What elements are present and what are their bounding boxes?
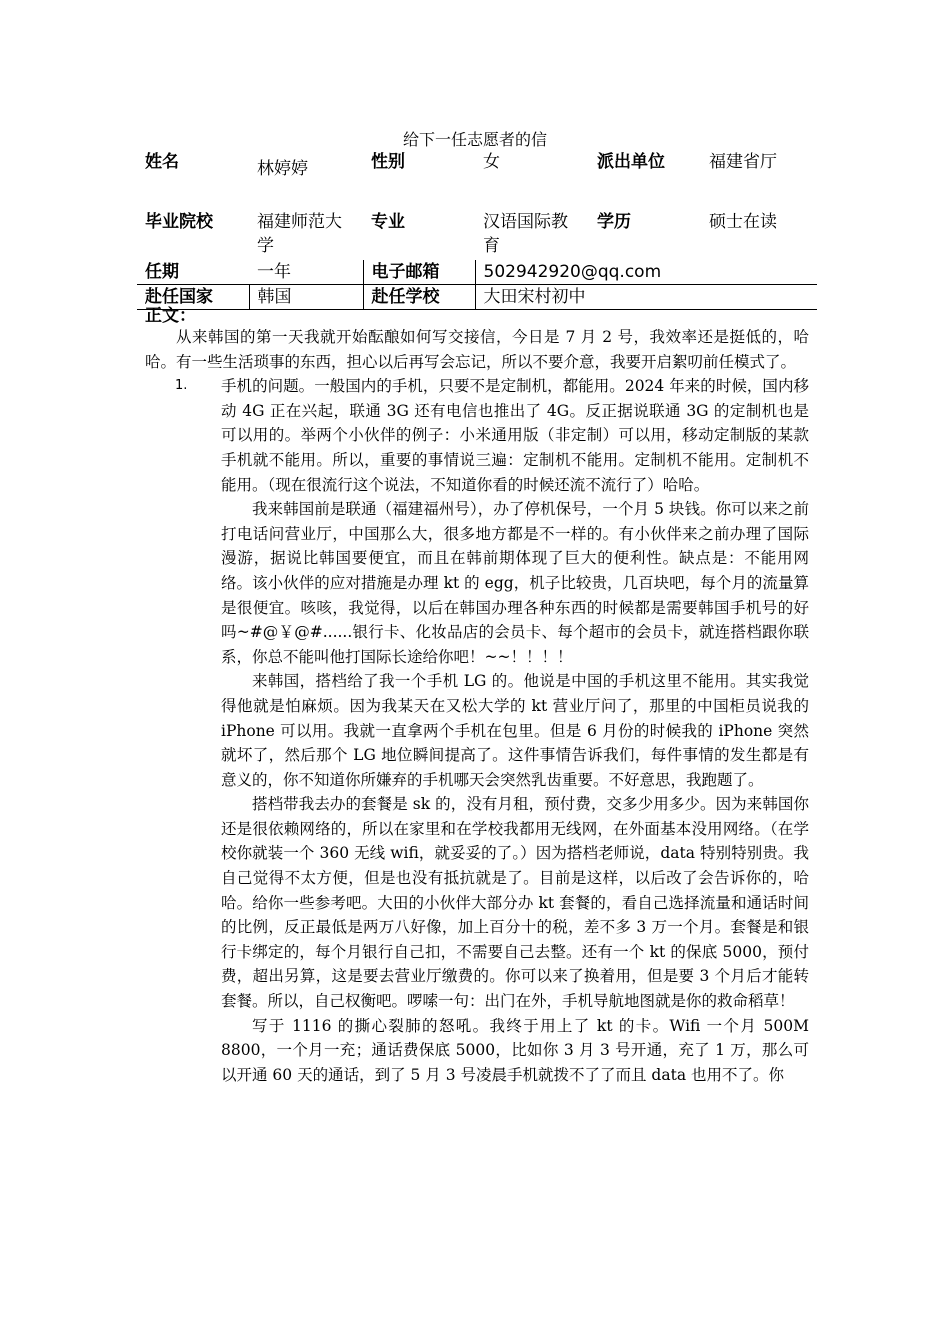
- name-value: 林婷婷: [257, 159, 308, 179]
- letter-body: [145, 325, 809, 1087]
- info-row: [137, 207, 817, 260]
- gender-label: 性别: [371, 152, 405, 172]
- body-paragraph: 我来韩国前是联通（福建福州号），办了停机保号，一个月 5 块钱。你可以来之前打电话问营业厅，中国那么大，很多地方都是不一样的。有小伙伴来之前办理了国际漫游，据说比韩国要便宜，而且在韩前期体现了巨大的便利性。缺点是：不能用网络。该小伙伴的应对措施是办理 kt 的 egg，机子比较贵，几百块吧，每个月的流量算是很便宜。咳咳，我觉得，以后在韩国办理各种东西的时候都是需要韩国手机号的好吗~#@￥@#......银行卡、化妆品店的会员卡、每个超市的会员卡，就连搭档跟你联系，你总不能叫他打国际长途给你吧！~~！！！！: [221, 500, 809, 666]
- school-value: 福建师范大学: [257, 212, 342, 256]
- letter-title: 给下一任志愿者的信: [402, 130, 547, 149]
- post-school-label: 赴任学校: [363, 285, 475, 310]
- post-school-value: 大田宋村初中: [475, 285, 817, 310]
- body-paragraph: 搭档带我去办的套餐是 sk 的，没有月租，预付费，交多少用多少。因为来韩国你还是很依赖网络的，所以在家里和在学校我都用无线网，在外面基本没用网络。（在学校你就装一个 360 无线 wifi，就妥妥的了。）因为搭档老师说，data 特别特别贵。我自己觉得不太方便，但是也没有抵抗就是了。目前是这样，以后改了会告诉你的，哈哈。给你一些参考吧。大田的小伙伴大部分办 kt 套餐的，看自己选择流量和通话时间的比例，反正最低是两万八好像，加上百分十的税，差不多 3 万一个月。套餐是和银行卡绑定的，每个月银行自己扣，不需要自己去整。还有一个 kt 的保底 5000，预付费，超出另算，这是要去营业厅缴费的。你可以来了换着用，但是要 3 个月后才能转套餐。所以，自己权衡吧。啰嗦一句：出门在外，手机导航地图就是你的救命稻草！: [221, 795, 809, 1011]
- degree-label: 学历: [597, 212, 631, 232]
- major-label: 专业: [371, 212, 405, 232]
- term-value: 一年: [257, 262, 291, 282]
- email-label: 电子邮箱: [363, 260, 475, 285]
- body-paragraph: 来韩国，搭档给了我一个手机 LG 的。他说是中国的手机这里不能用。其实我觉得他就是怕麻烦。因为我某天在又松大学的 kt 营业厅问了，那里的中国柜员说我的 iPhone 可以用。我就一直拿两个手机在包里。但是 6 月份的时候我的 iPhone 突然就坏了，然后那个 LG 地位瞬间提高了。这件事情告诉我们，每件事情的发生都是有意义的，你不知道你所嫌弃的手机哪天会突然乳齿重要。不好意思，我跑题了。: [221, 672, 809, 789]
- intro-paragraph: 从来韩国的第一天我就开始酝酿如何写交接信，今日是 7 月 2 号，我效率还是挺低的，哈哈。有一些生活琐事的东西，担心以后再写会忘记，所以不要介意，我要开启絮叨前任模式了。: [145, 328, 809, 371]
- unit-value: 福建省厅: [709, 152, 777, 172]
- body-paragraph: 写于 1116 的撕心裂肺的怒吼。我终于用上了 kt 的卡。Wifi 一个月 500M 8800，一个月一充；通话费保底 5000，比如你 3 月 3 号开通，充了 1 万，那么可以开通 60 天的通话，到了 5 月 3 号凌晨手机就拨不了了而且 data 也用不了。你: [221, 1016, 809, 1084]
- list-number: 1.: [175, 378, 188, 394]
- major-value: 汉语国际教育: [483, 212, 568, 256]
- info-row: [137, 147, 817, 207]
- unit-label: 派出单位: [597, 152, 665, 172]
- list-item: [145, 374, 809, 1087]
- gender-value: 女: [483, 152, 500, 172]
- info-row: [137, 260, 817, 285]
- info-row: [137, 285, 817, 310]
- country-label: 赴任国家: [137, 285, 249, 310]
- volunteer-info-table: [137, 147, 817, 310]
- email-value: 502942920@qq.com: [475, 260, 817, 285]
- school-label: 毕业院校: [145, 212, 213, 232]
- name-label: 姓名: [145, 152, 179, 172]
- body-label: 正文：: [145, 306, 196, 326]
- term-label: 任期: [145, 262, 179, 282]
- country-value: 韩国: [249, 285, 363, 310]
- item1-paragraph: 手机的问题。一般国内的手机，只要不是定制机，都能用。2024 年来的时候，国内移动 4G 正在兴起，联通 3G 还有电信也推出了 4G。反正据说联通 3G 的定制机也是可以用的。举两个小伙伴的例子：小米通用版（非定制）可以用，移动定制版的某款手机就不能用。所以，重要的事情说三遍：定制机不能用。定制机不能用。定制机不能用。（现在很流行这个说法，不知道你看的时候还流不流行了）哈哈。: [221, 377, 809, 494]
- degree-value: 硕士在读: [709, 212, 777, 232]
